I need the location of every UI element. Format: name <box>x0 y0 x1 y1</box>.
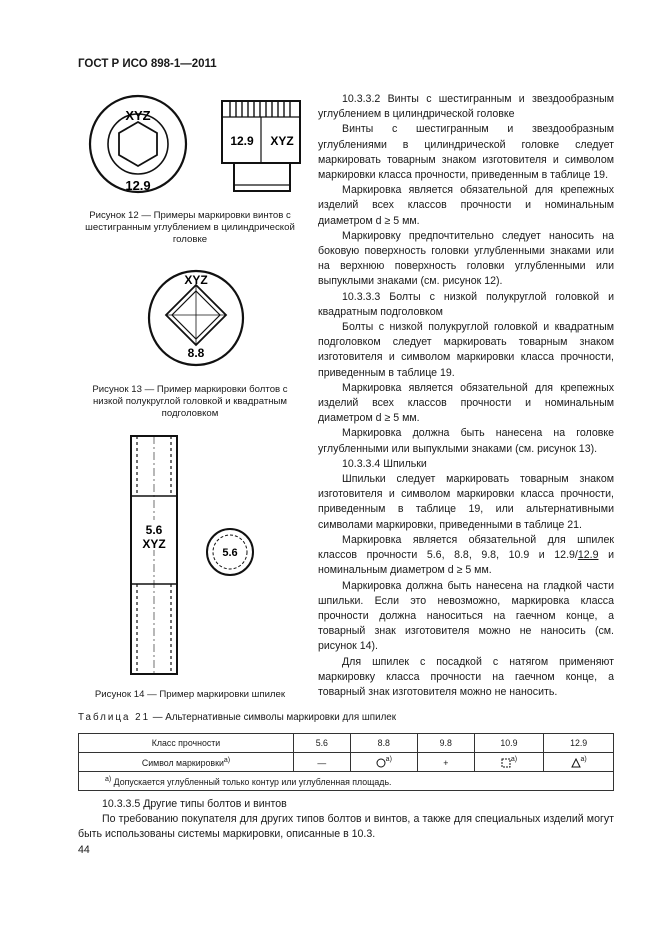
paragraph: Винты с шестигранным и звездообразным углублениями в цилиндрической головке следует маркировать товарным знаком изготовителя и символом маркировки класса прочности, приведенным в таблице 19. <box>318 123 614 182</box>
fig14-stud <box>128 434 182 678</box>
table-cell: 12.9 <box>544 734 614 753</box>
paragraph: Маркировка является обязательной для крепежных изделий всех классов прочности и номинальным диаметром d ≥ 5 мм. <box>318 184 614 227</box>
fig13-bolt-head <box>146 268 246 368</box>
table-cell: 5.6 <box>294 734 351 753</box>
section-10-3-3-5-heading: 10.3.3.5 Другие типы болтов и винтов <box>102 798 287 810</box>
paragraph: Для шпилек с посадкой с натягом применяют маркировку класса прочности на гаечном конце, а товарный знак изготовителя можно не наносить. <box>318 655 614 698</box>
fig12-side-left-mark: 12.9 <box>230 134 254 148</box>
fig12-bottom-mark: 12.9 <box>125 178 151 193</box>
paragraph: По требованию покупателя для других типов болтов и винтов, а также для специальных изделий могут быть использованы системы маркировки, описанные в 10.3. <box>78 813 614 841</box>
table21-title: Таблица 21 — Альтернативные символы маркировки для шпилек <box>78 712 397 723</box>
document-header: ГОСТ Р ИСО 898-1—2011 <box>78 58 217 70</box>
fig14-caption: Рисунок 14 — Пример маркировки шпилек <box>94 689 286 700</box>
table-cell: a) <box>474 753 544 772</box>
paragraph: Маркировка является обязательной для крепежных изделий всех классов прочности и номинальным диаметром d ≥ 5 мм. <box>318 381 614 425</box>
fig13-top-mark: XYZ <box>184 273 208 287</box>
fig14-stud-mark-1: 5.6 <box>145 523 163 537</box>
paragraph: Шпильки следует маркировать товарным знаком изготовителя и символом маркировки класса прочности, приведенным в таблице 19, или альтернативными символами маркировки, приведенными в таблице 21. <box>318 473 614 531</box>
paragraph: Маркировка должна быть нанесена на головке углубленными или выпуклыми знаками (см. рисунок 13). <box>318 427 614 455</box>
page-number: 44 <box>78 844 90 856</box>
paragraph: Маркировку предпочтительно следует наносить на боковую поверхность головки углубленными знаками или на верхнюю поверхность головки углубленными или выпуклыми знаками (см. рисунок 12). <box>318 229 614 288</box>
section-10-3-3-4-heading: 10.3.3.4 Шпильки <box>342 457 427 470</box>
fig12-top-view <box>88 92 188 198</box>
table-row-label: Символ маркировки$^{a)}$ <box>79 753 294 772</box>
table-cell: — <box>294 753 351 772</box>
fig13-bottom-mark: 8.8 <box>187 346 205 360</box>
fig12-top-mark: XYZ <box>125 108 151 123</box>
paragraph: Маркировка является обязательной для шпилек классов прочности 5.6, 8.8, 9.8, 10.9 и 12.9/12.9 и номинальным диаметром d ≥ 5 мм. <box>318 533 614 577</box>
paragraph: Болты с низкой полукруглой головкой и квадратным подголовком следует маркировать товарным знаком изготовителя и символом маркировки класса прочности, приведенным в таблице 19. <box>318 321 614 379</box>
square-symbol-icon <box>501 758 511 768</box>
table-cell: + <box>417 753 474 772</box>
fig12-side-right-mark: XYZ <box>270 134 294 148</box>
paragraph: Маркировка должна быть нанесена на гладкой части шпильки. Если это невозможно, маркировка класса прочности должна наноситься на гаечном конце, а товарный знак изготовителя можно не наносить (см. рисунок 14). <box>318 579 614 653</box>
fig12-side-view <box>220 99 304 197</box>
fig13-caption: Рисунок 13 — Пример маркировки болтов с низкой полукруглой головкой и квадратным подголовком <box>92 384 288 419</box>
table-cell: 8.8 <box>350 734 417 753</box>
triangle-symbol-icon <box>571 758 581 768</box>
table-cell: 10.9 <box>474 734 544 753</box>
section-10-3-3-3-heading: 10.3.3.3 Болты с низкой полукруглой головкой и квадратным подголовком <box>318 290 614 318</box>
table-row <box>79 753 614 772</box>
circle-symbol-icon <box>376 758 386 768</box>
table-row <box>79 772 614 791</box>
table-header-label: Класс прочности <box>79 734 294 753</box>
right-column-text <box>318 92 614 700</box>
fig12-caption: Рисунок 12 — Примеры маркировки винтов с шестигранным углублением в цилиндрической головке <box>85 210 295 245</box>
fig14-end-mark: 5.6 <box>222 547 238 559</box>
table-footnote: $^{a)}$ Допускается углубленный только контур или углубленная площадь. <box>79 772 614 791</box>
fig14-stud-mark-2: XYZ <box>142 537 166 551</box>
section-10-3-3-2-heading: 10.3.3.2 Винты с шестигранным и звездообразным углублением в цилиндрической головке <box>318 93 614 121</box>
table-cell: a) <box>544 753 614 772</box>
table21 <box>78 733 614 791</box>
bottom-section <box>78 797 614 843</box>
table-cell: 9.8 <box>417 734 474 753</box>
table-cell: a) <box>350 753 417 772</box>
table-row <box>79 734 614 753</box>
fig14-end-view <box>204 526 256 578</box>
